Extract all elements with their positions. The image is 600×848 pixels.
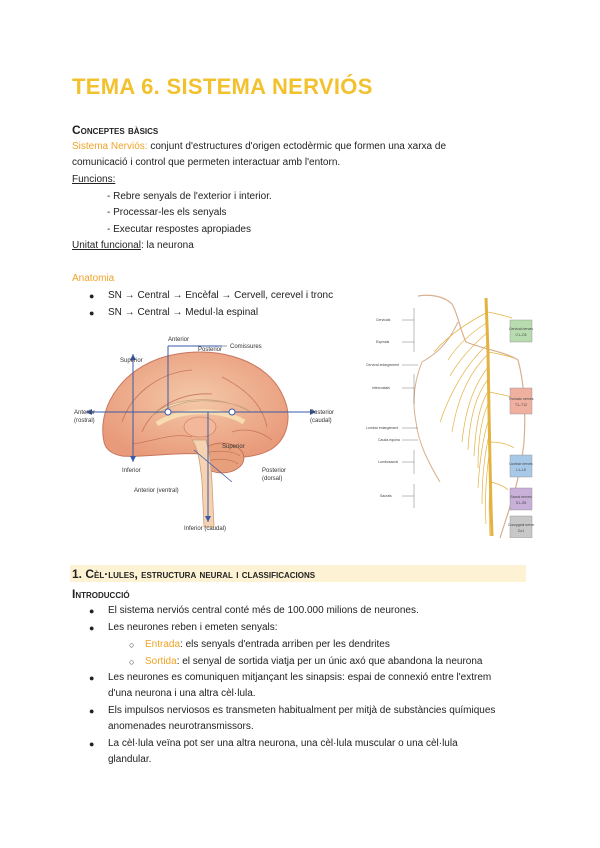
subheading-introduccio: Introducció: [72, 587, 130, 601]
lbl-comissures: Comissures: [230, 344, 262, 350]
list-item-text: Els impulsos nerviosos es transmeten habitualment per mitjà de substàncies químiques: [108, 705, 496, 716]
unitat-value: : la neurona: [140, 240, 194, 251]
unitat-line: [72, 238, 194, 254]
lbl-anterior-top: Anterior: [168, 337, 190, 343]
definition-line-1: [72, 139, 446, 155]
circle-bullet-icon: ○: [129, 640, 135, 650]
section-heading-1: 1. Cèl·lules, estructura neural i classificacions: [72, 567, 316, 581]
lbl-dorsal: (dorsal): [262, 476, 283, 482]
brain-figure: [72, 332, 344, 532]
lbl-superior: Superior: [120, 358, 143, 364]
spine-region-box: [510, 488, 532, 510]
sub-list-item: [129, 637, 390, 653]
funcio-item-1: - Rebre senyals de l'exterior i interior.: [107, 191, 272, 202]
lbl-inferior: Inferior: [122, 468, 141, 474]
anatomia-item-2: [89, 305, 259, 321]
spine-region-box: [510, 455, 532, 477]
circle-bullet-icon: ○: [129, 657, 135, 667]
spine-figure: [348, 292, 538, 538]
definition-line-2: comunicació i control que permeten interactuar amb l'entorn.: [72, 157, 341, 168]
list-item-cont: glandular.: [108, 754, 152, 765]
entrada-text: : els senyals d'entrada arriben per les dendrites: [180, 639, 390, 650]
lbl-posterior-top: Posterior: [198, 347, 223, 353]
list-item: [89, 603, 419, 619]
lbl-anterior-left-sub: (rostral): [74, 418, 95, 424]
spine-lbl-7: Sacrals: [380, 494, 392, 498]
spine-region-name: Cervical nerves: [508, 327, 534, 331]
lbl-anterior-ventral: Anterior (ventral): [134, 488, 179, 494]
unitat-label: Unitat funcional: [72, 240, 141, 251]
spine-region-box: [510, 320, 532, 342]
spine-region-range: T1–T12: [514, 403, 528, 407]
lbl-posterior-small: Posterior: [262, 468, 287, 474]
lbl-posterior-right-sub: (caudal): [310, 418, 332, 424]
list-item: [89, 703, 496, 719]
anatomia-heading: Anatomia: [72, 273, 115, 284]
spine-lbl-5: Cauda equina: [378, 438, 400, 442]
list-item-text: El sistema nerviós central conté més de 100.000 milions de neurones.: [108, 605, 419, 616]
funcio-item-2: - Processar-les els senyals: [107, 207, 227, 218]
page-title: TEMA 6. SISTEMA NERVIÓS: [72, 74, 373, 99]
anatomia-item-2-text: SN → Central → Medul·la espinal: [108, 307, 259, 318]
anatomia-item-1-text: SN → Central → Encèfal → Cervell, cerevel i tronc: [108, 290, 334, 301]
bullet-icon: ●: [89, 739, 95, 749]
sortida-text: : el senyal de sortida viatja per un únic axó que abandona la neurona: [176, 656, 483, 667]
list-item-text: Les neurones es comuniquen mitjançant les sinapsis: espai de connexió entre l'extrem: [108, 672, 492, 683]
list-item: [89, 620, 278, 636]
list-item-cont: d'una neurona i una altra cèl·lula.: [108, 688, 256, 699]
section-heading-conceptes: Conceptes bàsics: [72, 123, 159, 137]
list-item-text: La cèl·lula veïna pot ser una altra neurona, una cèl·lula muscular o una cèl·lula: [108, 738, 458, 749]
sub-list-item: [129, 654, 483, 670]
spine-lbl-2: Cervical enlargement: [366, 363, 400, 367]
spine-region-name: Coccygeal nerve: [507, 523, 535, 527]
lbl-anterior-left: Anterior: [74, 410, 96, 416]
lbl-superior-small: Superior: [222, 444, 245, 450]
spine-lbl-3: Intercostals: [372, 386, 390, 390]
spine-region-range: C1–C8: [515, 333, 527, 337]
lbl-inferior-caudal: Inferior (caudal): [184, 526, 227, 532]
spine-lbl-1: Espinals: [376, 340, 390, 344]
spine-lbl-0: Cervicals: [376, 318, 391, 322]
list-item-text: Les neurones reben i emeten senyals:: [108, 622, 278, 633]
spine-region-range: Co1: [517, 529, 525, 533]
spine-lbl-6: Lumbosacral: [378, 460, 399, 464]
anatomia-item-1: [89, 288, 334, 304]
bullet-icon: ●: [89, 623, 95, 633]
bullet-icon: ●: [89, 606, 95, 616]
list-item: [89, 736, 458, 752]
spine-region-name: Thoracic nerves: [508, 397, 534, 401]
sortida-label: Sortida: [145, 656, 177, 667]
spine-region-box: [510, 388, 532, 414]
spine-region-name: Sacral nerves: [510, 495, 532, 499]
funcions-label: Funcions:: [72, 174, 116, 185]
spine-region-range: S1–S5: [515, 501, 527, 505]
spine-region-name: Lumbar nerves: [509, 462, 533, 466]
spine-lbl-4: Lumbar enlargement: [366, 426, 399, 430]
bullet-icon: ●: [89, 308, 95, 318]
bullet-icon: ●: [89, 291, 95, 301]
lbl-posterior-right: Posterior: [310, 410, 335, 416]
spine-region-box: [507, 516, 535, 538]
definition-text-1: conjunt d'estructures d'origen ectodèrmic que formen una xarxa de: [147, 141, 447, 152]
list-item: [89, 670, 492, 686]
bullet-icon: ●: [89, 673, 95, 683]
bullet-icon: ●: [89, 706, 95, 716]
spine-region-range: L1–L5: [516, 468, 526, 472]
term-sistema-nervios: Sistema Nerviós:: [72, 141, 148, 152]
entrada-label: Entrada: [145, 639, 181, 650]
list-item-cont: anomenades neurotransmissors.: [108, 721, 254, 732]
funcio-item-3: - Executar respostes apropiades: [107, 224, 251, 235]
